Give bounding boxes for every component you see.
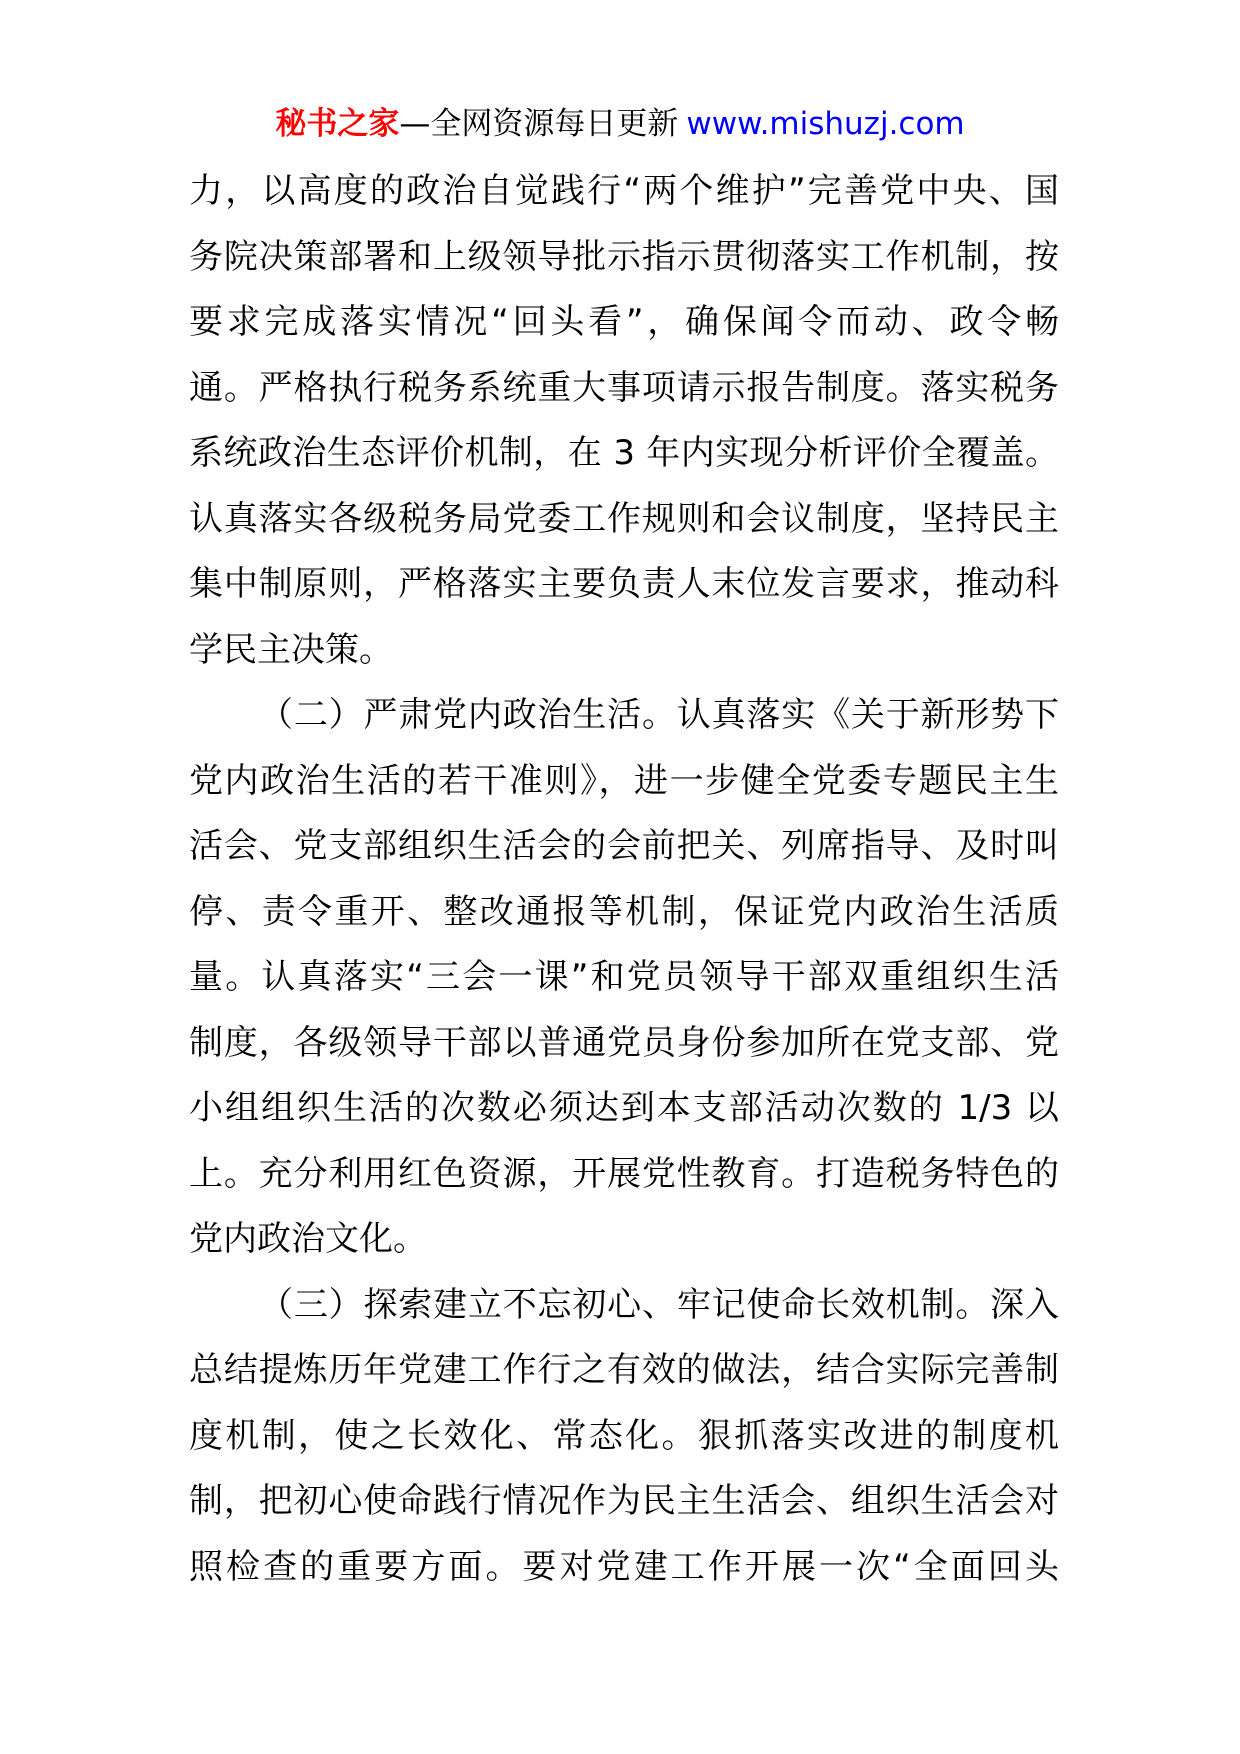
text-line: 党内政治文化。 (189, 1219, 427, 1259)
text-line: 量。认真落实“三会一课”和党员领导干部双重组织生活 (189, 957, 1059, 997)
text-line: 小组组织生活的次数必须达到本支部活动次数的 1/3 以 (189, 1088, 1059, 1128)
paragraph-3 (189, 1273, 1059, 1601)
text-line: 党内政治生活的若干准则》，进一步健全党委专题民主生 (189, 760, 1059, 801)
text-line: 务院决策部署和上级领导批示指示贯彻落实工作机制，按 (189, 236, 1059, 277)
text-line: 通。严格执行税务系统重大事项请示报告制度。落实税务 (189, 367, 1059, 408)
text-line: 度机制，使之长效化、常态化。狠抓落实改进的制度机 (189, 1415, 1059, 1456)
text-line: 要求完成落实情况“回头看”，确保闻令而动、政令畅 (189, 302, 1059, 342)
text-line: （三）探索建立不忘初心、牢记使命长效机制。深入 (259, 1284, 1059, 1325)
text-line: 制，把初心使命践行情况作为民主生活会、组织生活会对 (189, 1481, 1059, 1521)
text-line: 学民主决策。 (189, 629, 393, 670)
text-line: 停、责令重开、整改通报等机制，保证党内政治生活质 (189, 891, 1059, 932)
text-line: 力，以高度的政治自觉践行“两个维护”完善党中央、国 (189, 171, 1059, 211)
paragraph-2 (189, 683, 1059, 1273)
text-line: （二）严肃党内政治生活。认真落实《关于新形势下 (259, 695, 1059, 735)
header-tagline: —全网资源每日更新 (399, 106, 679, 142)
text-line: 上。充分利用红色资源，开展党性教育。打造税务特色的 (189, 1153, 1059, 1194)
text-line: 集中制原则，严格落实主要负责人末位发言要求，推动科 (189, 564, 1059, 604)
text-line: 照检查的重要方面。要对党建工作开展一次“全面回头 (189, 1546, 1059, 1587)
page-header (0, 104, 1240, 144)
document-body (189, 159, 1059, 1600)
paragraph-1 (189, 159, 1059, 683)
text-line: 制度，各级领导干部以普通党员身份参加所在党支部、党 (189, 1022, 1059, 1063)
text-line: 认真落实各级税务局党委工作规则和会议制度，坚持民主 (189, 498, 1059, 539)
text-line: 活会、党支部组织生活会的会前把关、列席指导、及时叫 (189, 826, 1059, 866)
site-url: www.mishuzj.com (686, 106, 965, 142)
text-line: 系统政治生态评价机制，在 3 年内实现分析评价全覆盖。 (189, 433, 1059, 473)
text-line: 总结提炼历年党建工作行之有效的做法，结合实际完善制 (189, 1350, 1059, 1390)
brand-name: 秘书之家 (275, 106, 400, 142)
